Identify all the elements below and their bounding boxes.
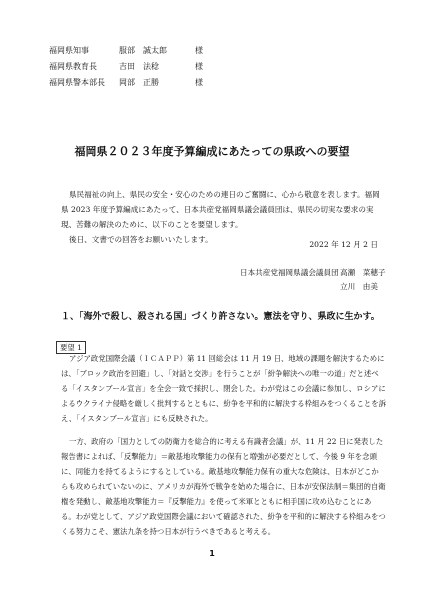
intro-paragraph: 県民福祉の向上、県民の安全・安心のための連日のご奮闘に、心から敬意を表します。福岡県 2023 年度予算編成にあたって、日本共産党福岡県議会議員団は、県民の切実な要求の実現、苦難の解決のために、以下のことを要望します。 <box>61 190 380 229</box>
signature-block <box>240 266 386 294</box>
body-paragraph <box>61 434 386 539</box>
intro-text <box>61 187 386 247</box>
signature-member: 高瀬 菜穂子 <box>340 268 386 277</box>
recipient-row <box>49 75 203 91</box>
signature-member: 立川 由美 <box>340 282 378 291</box>
recipient-name: 岡部 正勝 <box>119 78 159 87</box>
page-number: 1 <box>209 549 215 558</box>
section-heading: １、「海外で殺し、殺される国」づくり許さない。憲法を守り、県政に生かす。 <box>61 312 380 322</box>
document-date: 2022 年 12 月 2 日 <box>309 240 378 249</box>
recipient-row <box>49 43 203 59</box>
recipient-list <box>49 43 203 91</box>
recipient-role: 福岡県知事 <box>49 46 89 55</box>
recipient-role: 福岡県警本部長 <box>49 78 105 87</box>
recipient-name: 服部 誠太郎 <box>119 46 167 55</box>
recipient-name: 吉田 法稔 <box>119 62 159 71</box>
signature-organization: 日本共産党福岡県議会議員団 <box>240 268 339 277</box>
paragraph-text: 一方、政府の「国力としての防衛力を総合的に考える有識者会議」が、11 月 22 日に発表した報告書によれば、「反撃能力」＝敵基地攻撃能力の保有と増強が必要だとして、今後 9 年を念頭に、同能力を持てるようにするとしている。敵基地攻撃能力保有の重大な危険は、日本がどこからも攻められていないのに、アメリカが海外で戦争を始めた場合に、日本が安保法制＝集団的自衛権を発動し、敵基地攻撃能力＝『反撃能力』を使って米軍とともに相手国に攻め込むことにある。わが党として、アジア政党国際会議において確認された、紛争を平和的に解決する枠組みをつくる努力こそ、憲法九条を持つ日本が行うべきであると考える。 <box>61 437 386 536</box>
recipient-role: 福岡県教育長 <box>49 62 97 71</box>
recipient-honorific: 様 <box>195 62 203 71</box>
recipient-row <box>49 59 203 75</box>
recipient-honorific: 様 <box>195 78 203 87</box>
document-title: 福岡県２０２３年度予算編成にあたっての県政への要望 <box>74 145 350 158</box>
request-tag: 要望 1 <box>56 341 86 354</box>
paragraph-text: アジア政党国際会議（ＩＣＡＰＰ）第 11 回総会は 11 月 19 日、地域の課題を解決するためには、「ブロック政治を回避」し、「対話と交渉」を行うことが「紛争解決への唯一の道」だと述べる「イスタンブール宣言」を全会一致で採択し、閉会した。わが党はこの会議に参加し、ロシアによるウクライナ侵略を厳しく批判するとともに、紛争を平和的に解決する枠組みをつくることを訴え、「イスタンブール宣言」にも反映された。 <box>61 354 386 423</box>
intro-paragraph: 後日、文書での回答をお願いいたします。 <box>69 235 213 244</box>
recipient-honorific: 様 <box>195 46 203 55</box>
body-paragraph <box>61 351 386 426</box>
